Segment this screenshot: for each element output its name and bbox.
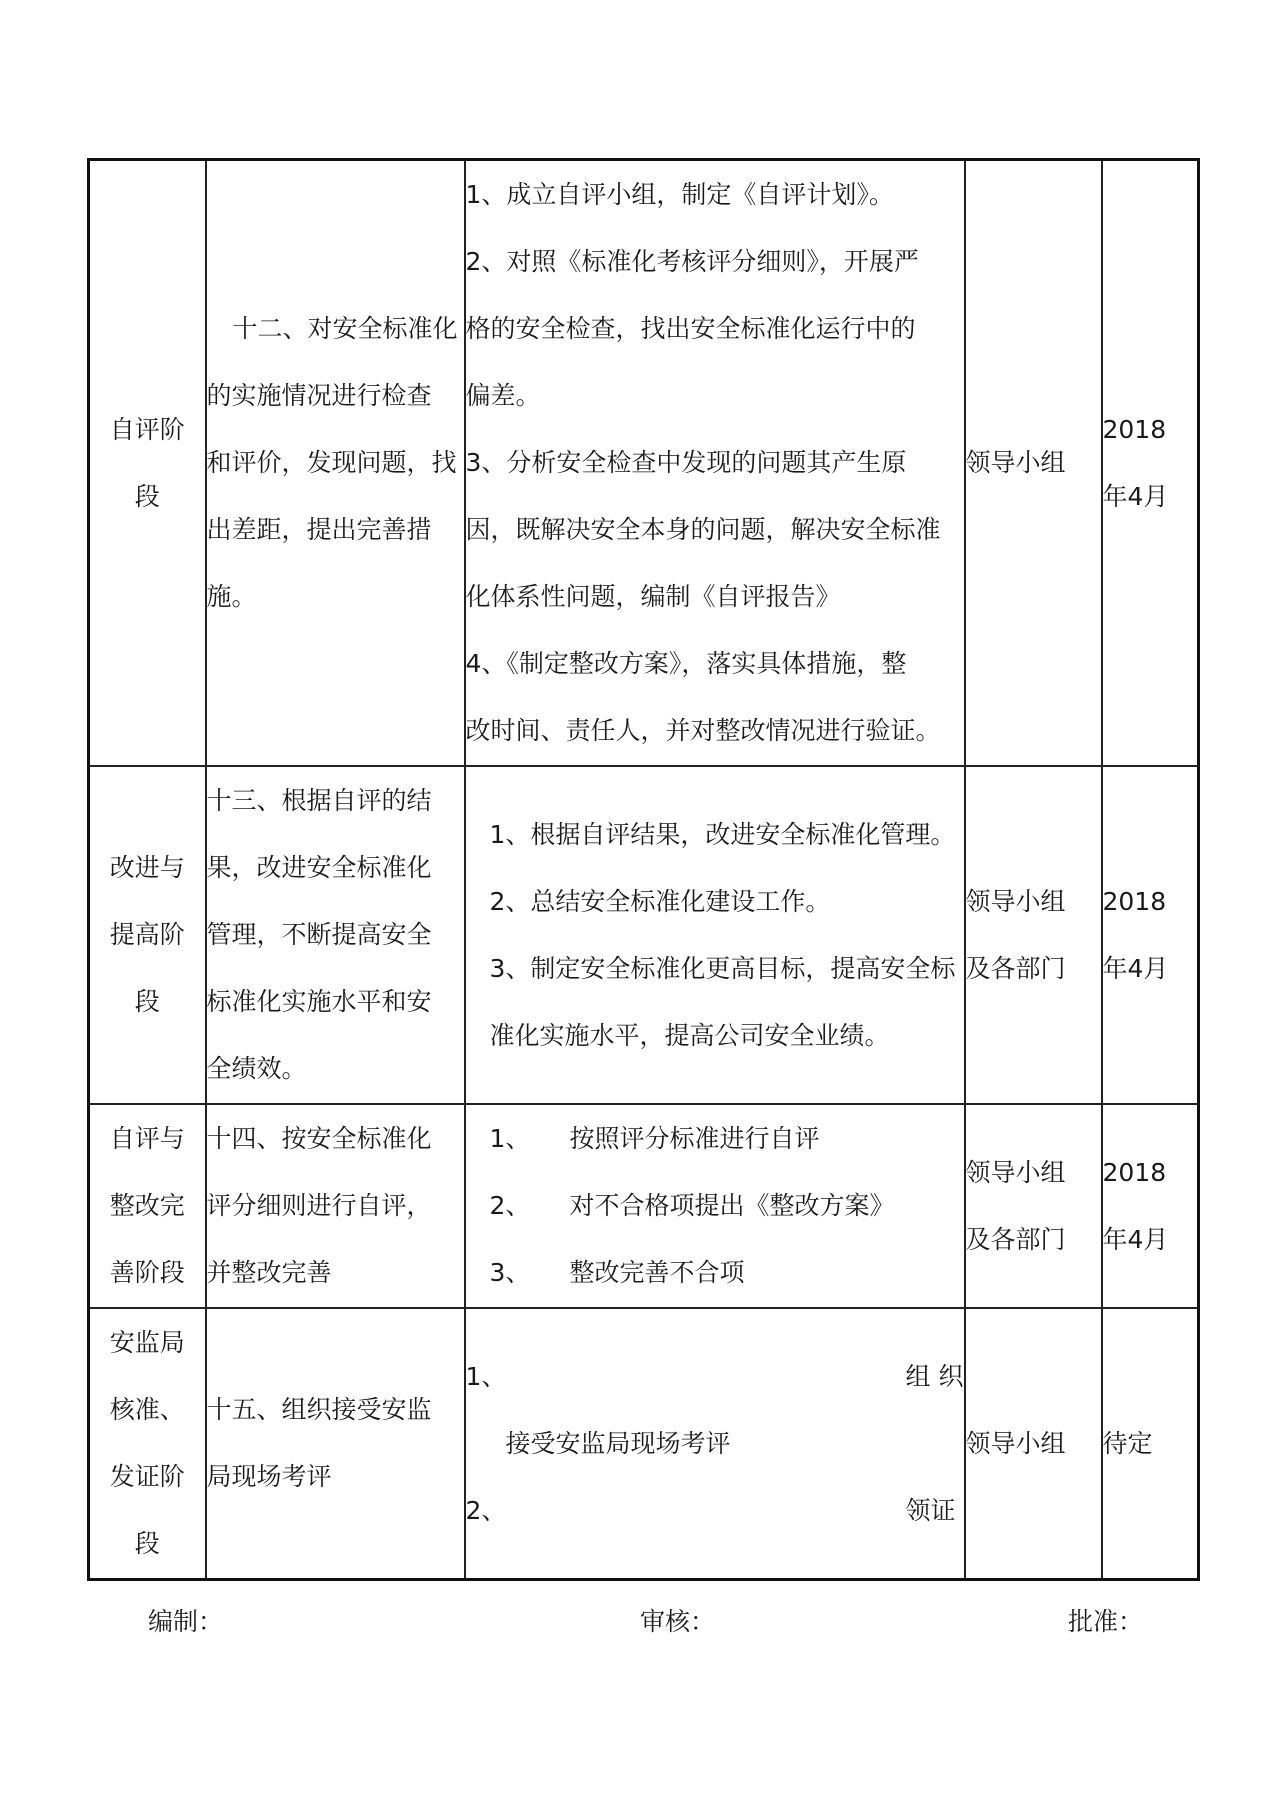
- table-row: [89, 1308, 1199, 1580]
- table-row: [89, 160, 1199, 766]
- task-cell: 十四、按安全标准化 评分细则进行自评， 并整改完善: [206, 1104, 465, 1308]
- stage-cell: 自评与 整改完 善阶段: [89, 1104, 206, 1308]
- footer-approve-label: 批准：: [1068, 1607, 1144, 1636]
- steps-cell: 1、根据自评结果，改进安全标准化管理。 2、总结安全标准化建设工作。 3、制定安全标准化更高目标，提高安全标 准化实施水平，提高公司安全业绩。: [465, 766, 965, 1104]
- responsible-cell: 领导小组 及各部门: [965, 1104, 1102, 1308]
- steps-cell: 1、 组 织 接受安监局现场考评 2、 领证: [465, 1308, 965, 1580]
- plan-table: [87, 158, 1200, 1581]
- responsible-cell: 领导小组: [965, 160, 1102, 766]
- footer-review-label: 审核：: [640, 1607, 716, 1636]
- list-item: 2、 领证: [465, 1495, 956, 1525]
- steps-cell: [465, 1104, 965, 1308]
- time-cell: 2018 年4月: [1102, 1104, 1199, 1308]
- list-item: 1、 按照评分标准进行自评: [489, 1124, 820, 1153]
- task-cell: 十三、根据自评的结 果，改进安全标准化 管理，不断提高安全 标准化实施水平和安 全绩效。: [206, 766, 465, 1104]
- time-cell: 2018 年4月: [1102, 160, 1199, 766]
- task-cell: 十五、组织接受安监 局现场考评: [206, 1308, 465, 1580]
- footer-compile-label: 编制：: [148, 1607, 224, 1636]
- stage-cell: 自评阶 段: [89, 160, 206, 766]
- stage-cell: 改进与 提高阶 段: [89, 766, 206, 1104]
- list-item: 2、 对不合格项提出《整改方案》: [489, 1191, 895, 1220]
- list-item: 3、 整改完善不合项: [489, 1258, 745, 1287]
- time-cell: 2018 年4月: [1102, 766, 1199, 1104]
- steps-cell: 1、成立自评小组，制定《自评计划》。 2、对照《标准化考核评分细则》，开展严 格的安全检查，找出安全标准化运行中的 偏差。 3、分析安全检查中发现的问题其产生原 因，既解决安全本身的问题，解决安全标准 化体系性问题，编制《自评报告》 4、《制定整改方案》，落实具体措施，整 改时间、责任人，并对整改情况进行验证。: [465, 160, 965, 766]
- stage-cell: 安监局 核准、 发证阶 段: [89, 1308, 206, 1580]
- responsible-cell: 领导小组 及各部门: [965, 766, 1102, 1104]
- table-row: [89, 766, 1199, 1104]
- list-item: 1、 组 织: [465, 1361, 964, 1391]
- time-cell: 待定: [1102, 1308, 1199, 1580]
- table-row: [89, 1104, 1199, 1308]
- task-cell: 十二、对安全标准化 的实施情况进行检查 和评价，发现问题，找 出差距，提出完善措 施。: [206, 160, 465, 766]
- responsible-cell: 领导小组: [965, 1308, 1102, 1580]
